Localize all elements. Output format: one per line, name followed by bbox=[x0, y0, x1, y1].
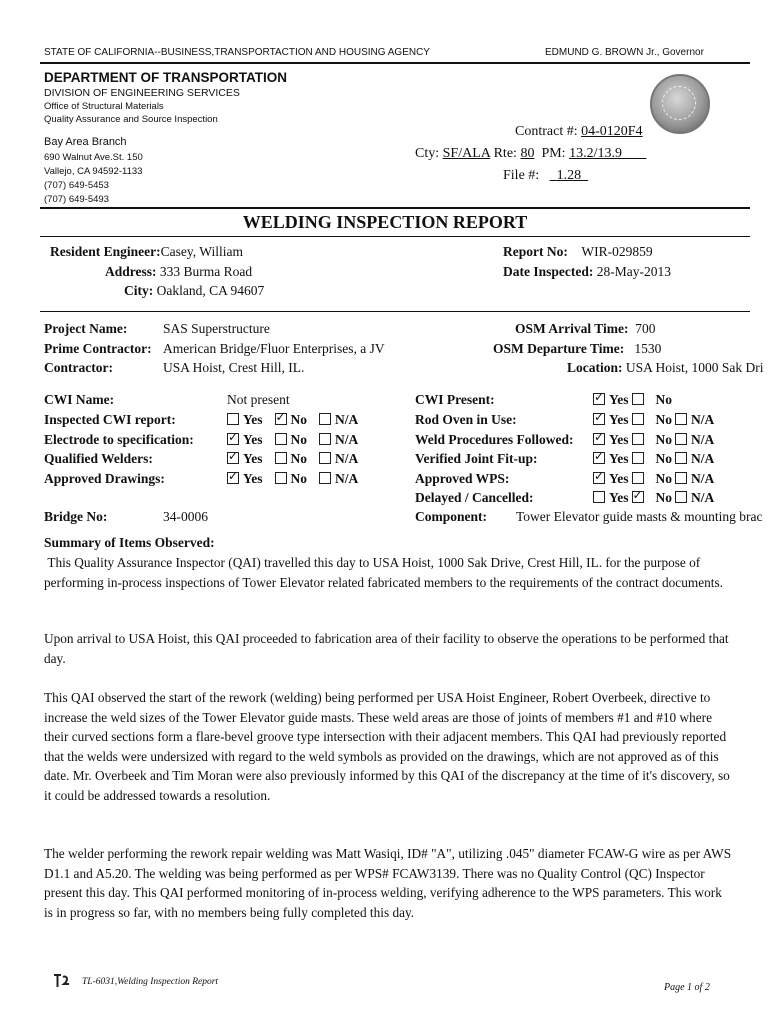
na-checkbox[interactable] bbox=[675, 452, 687, 464]
right-label-1: Weld Procedures Followed: bbox=[415, 431, 574, 447]
file-number: File #: 1.28 bbox=[503, 168, 582, 183]
governor-line: EDMUND G. BROWN Jr., Governor bbox=[545, 47, 704, 58]
summary-paragraph-2: Upon arrival to USA Hoist, this QAI proceeded to fabrication area of their facility to observe the operations to be performed that day. bbox=[44, 631, 729, 666]
left-checkbox-row-0 bbox=[227, 412, 358, 428]
no-checkbox[interactable] bbox=[632, 413, 644, 425]
no-option-label: No bbox=[290, 431, 307, 447]
branch-phone-2: (707) 649-5493 bbox=[44, 194, 109, 205]
osm-departure: OSM Departure Time: 1530 bbox=[493, 341, 662, 356]
office-name: Office of Structural Materials bbox=[44, 101, 164, 112]
yes-checkbox[interactable] bbox=[593, 491, 605, 503]
left-label-2: Qualified Welders: bbox=[44, 451, 153, 466]
yes-checkbox[interactable] bbox=[593, 433, 605, 445]
yes-checkbox[interactable] bbox=[227, 433, 239, 445]
bridge-no-value: 34-0006 bbox=[163, 509, 208, 524]
no-option-label: No bbox=[655, 470, 672, 486]
cwi-name-label: CWI Name: bbox=[44, 392, 115, 407]
no-option-label: No bbox=[290, 451, 307, 466]
na-checkbox[interactable] bbox=[319, 413, 331, 425]
no-option-label: No bbox=[290, 470, 307, 486]
component-value: Tower Elevator guide masts & mounting brac bbox=[516, 509, 763, 524]
no-option-label: No bbox=[290, 412, 307, 427]
branch-phone-1: (707) 649-5453 bbox=[44, 180, 109, 191]
cwi-present-yes-checkbox[interactable] bbox=[593, 393, 605, 405]
yes-checkbox[interactable] bbox=[227, 452, 239, 464]
resident-engineer: Resident Engineer:Casey, William bbox=[50, 244, 243, 259]
no-checkbox[interactable] bbox=[275, 433, 287, 445]
no-checkbox[interactable] bbox=[275, 413, 287, 425]
yes-checkbox[interactable] bbox=[593, 452, 605, 464]
yes-checkbox[interactable] bbox=[227, 472, 239, 484]
na-option-label: N/A bbox=[691, 412, 715, 427]
yes-option-label: Yes bbox=[609, 451, 629, 466]
no-checkbox[interactable] bbox=[632, 472, 644, 484]
component-label: Component: bbox=[415, 509, 488, 524]
left-label-0: Inspected CWI report: bbox=[44, 412, 176, 427]
summary-paragraph-1: This Quality Assurance Inspector (QAI) travelled this day to USA Hoist, 1000 Sak Drive, Crest Hill, IL. for the purpose of performing in-process inspections of Tower Elevator related fabricated members to the requirements of the contract documents. bbox=[44, 555, 723, 590]
no-checkbox[interactable] bbox=[632, 433, 644, 445]
title-rule bbox=[40, 207, 750, 209]
project-name-value: SAS Superstructure bbox=[163, 321, 270, 336]
engineer-city: City: Oakland, CA 94607 bbox=[124, 283, 265, 298]
right-label-0: Rod Oven in Use: bbox=[415, 412, 517, 427]
qa-name: Quality Assurance and Source Inspection bbox=[44, 114, 218, 125]
left-checkbox-row-2 bbox=[227, 451, 358, 467]
contractor-value: USA Hoist, Crest Hill, IL. bbox=[163, 360, 305, 375]
yes-option-label: Yes bbox=[243, 431, 263, 447]
right-checkbox-row-2 bbox=[593, 451, 714, 467]
left-label-1: Electrode to specification: bbox=[44, 431, 194, 447]
project-name-label: Project Name: bbox=[44, 321, 128, 336]
cwi-present-label: CWI Present: bbox=[415, 392, 495, 407]
yes-option-label: Yes bbox=[609, 470, 629, 486]
summary-paragraph-3: This QAI observed the start of the rework (welding) being performed per USA Hoist Engineer, Robert Overbeek, directive to increase the weld sizes of the Tower Elevator guide masts. These weld areas are those of joints of members #1 and #10 where their curved sections form a flare-bevel groove type intersection with their adjacent members. This QAI had previously reported that the welds were undersized with regard to the weld symbols as provided on the drawings, which are not approved as of this date. Mr. Overbeek and Tim Moran were also previously informed by this QAI of the discrepancy at the time of it's discovery, so it could be addressed towards a resolution. bbox=[44, 690, 730, 803]
na-checkbox[interactable] bbox=[319, 433, 331, 445]
date-inspected: Date Inspected: 28-May-2013 bbox=[503, 264, 671, 279]
na-option-label: N/A bbox=[691, 470, 715, 486]
no-option-label: No bbox=[655, 431, 672, 447]
agency-line: STATE OF CALIFORNIA--BUSINESS,TRANSPORTACTION AND HOUSING AGENCY bbox=[44, 47, 430, 58]
page-number: Page 1 of 2 bbox=[664, 982, 710, 993]
left-checkbox-row-3 bbox=[227, 471, 358, 487]
prime-contractor-value: American Bridge/Fluor Enterprises, a JV bbox=[163, 341, 385, 356]
na-checkbox[interactable] bbox=[675, 433, 687, 445]
na-option-label: N/A bbox=[691, 431, 715, 447]
branch-address-1: 690 Walnut Ave.St. 150 bbox=[44, 152, 143, 163]
bridge-no-label: Bridge No: bbox=[44, 509, 108, 524]
no-option-label: No bbox=[655, 412, 672, 427]
left-checkbox-row-1 bbox=[227, 432, 358, 448]
right-label-3: Approved WPS: bbox=[415, 470, 510, 486]
na-checkbox[interactable] bbox=[319, 452, 331, 464]
na-checkbox[interactable] bbox=[675, 472, 687, 484]
yes-option-label: Yes bbox=[243, 412, 263, 427]
header-rule bbox=[40, 62, 750, 64]
yes-checkbox[interactable] bbox=[227, 413, 239, 425]
no-option-label: No bbox=[655, 490, 672, 505]
report-title: WELDING INSPECTION REPORT bbox=[242, 212, 528, 232]
yes-checkbox[interactable] bbox=[593, 413, 605, 425]
na-option-label: N/A bbox=[691, 490, 715, 505]
na-option-label: N/A bbox=[335, 470, 359, 486]
location: Location: USA Hoist, 1000 Sak Dri bbox=[567, 360, 764, 375]
yes-option-label: Yes bbox=[609, 412, 629, 427]
footer-form-name: TL-6031,Welding Inspection Report bbox=[82, 977, 219, 987]
no-checkbox[interactable] bbox=[275, 452, 287, 464]
report-number: Report No: WIR-029859 bbox=[503, 244, 653, 259]
na-checkbox[interactable] bbox=[675, 491, 687, 503]
caltrans-logo-icon bbox=[52, 972, 72, 990]
state-seal-icon bbox=[650, 74, 710, 134]
cwi-present-no-checkbox[interactable] bbox=[632, 393, 644, 405]
na-option-label: N/A bbox=[691, 451, 715, 466]
prime-contractor-label: Prime Contractor: bbox=[44, 341, 152, 356]
osm-arrival: OSM Arrival Time: 700 bbox=[515, 321, 656, 336]
department-name: DEPARTMENT OF TRANSPORTATION bbox=[44, 70, 287, 85]
no-checkbox[interactable] bbox=[275, 472, 287, 484]
left-label-3: Approved Drawings: bbox=[44, 470, 165, 486]
cwi-present-checks: ✓ Yes No bbox=[593, 392, 672, 408]
na-option-label: N/A bbox=[335, 412, 359, 427]
right-checkbox-row-0 bbox=[593, 412, 714, 428]
yes-option-label: Yes bbox=[243, 470, 263, 486]
summary-heading: Summary of Items Observed: bbox=[44, 535, 215, 550]
no-option-label: No bbox=[655, 451, 672, 466]
right-checkbox-row-3 bbox=[593, 471, 714, 487]
na-checkbox[interactable] bbox=[319, 472, 331, 484]
right-checkbox-row-1 bbox=[593, 432, 714, 448]
branch-address-2: Vallejo, CA 94592-1133 bbox=[44, 166, 143, 177]
branch-name: Bay Area Branch bbox=[44, 136, 127, 148]
yes-option-label: Yes bbox=[609, 431, 629, 447]
na-checkbox[interactable] bbox=[675, 413, 687, 425]
na-option-label: N/A bbox=[335, 451, 359, 466]
yes-option-label: Yes bbox=[243, 451, 263, 466]
na-option-label: N/A bbox=[335, 431, 359, 447]
contractor-label: Contractor: bbox=[44, 360, 113, 375]
right-label-4: Delayed / Cancelled: bbox=[415, 490, 534, 505]
yes-option-label: Yes bbox=[609, 490, 629, 505]
title-underline bbox=[40, 236, 750, 237]
engineer-address: Address: 333 Burma Road bbox=[105, 264, 253, 279]
contract-number: Contract #: 04-0120F4 bbox=[515, 124, 643, 139]
cty-rte-pm: Cty: SF/ALA Rte: 80 PM: 13.2/13.9 bbox=[415, 146, 622, 161]
no-checkbox[interactable] bbox=[632, 452, 644, 464]
division-name: DIVISION OF ENGINEERING SERVICES bbox=[44, 87, 240, 99]
engineer-rule bbox=[40, 311, 750, 312]
summary-paragraph-4: The welder performing the rework repair welding was Matt Wasiqi, ID# "A", utilizing .045" diameter FCAW-G wire as per AWS D1.1 and A5.20. The welding was being performed as per WPS# FCAW3139. There was no Quality Control (QC) Inspector present this day. This QAI performed monitoring of in-process welding, verifying adherence to the WPS parameters. This work is in progress so far, with no members being fully completed this day. bbox=[44, 846, 732, 920]
no-checkbox[interactable] bbox=[632, 491, 644, 503]
right-checkbox-row-4 bbox=[593, 490, 714, 506]
cwi-name-value: Not present bbox=[227, 392, 290, 407]
yes-checkbox[interactable] bbox=[593, 472, 605, 484]
right-label-2: Verified Joint Fit-up: bbox=[415, 451, 538, 466]
